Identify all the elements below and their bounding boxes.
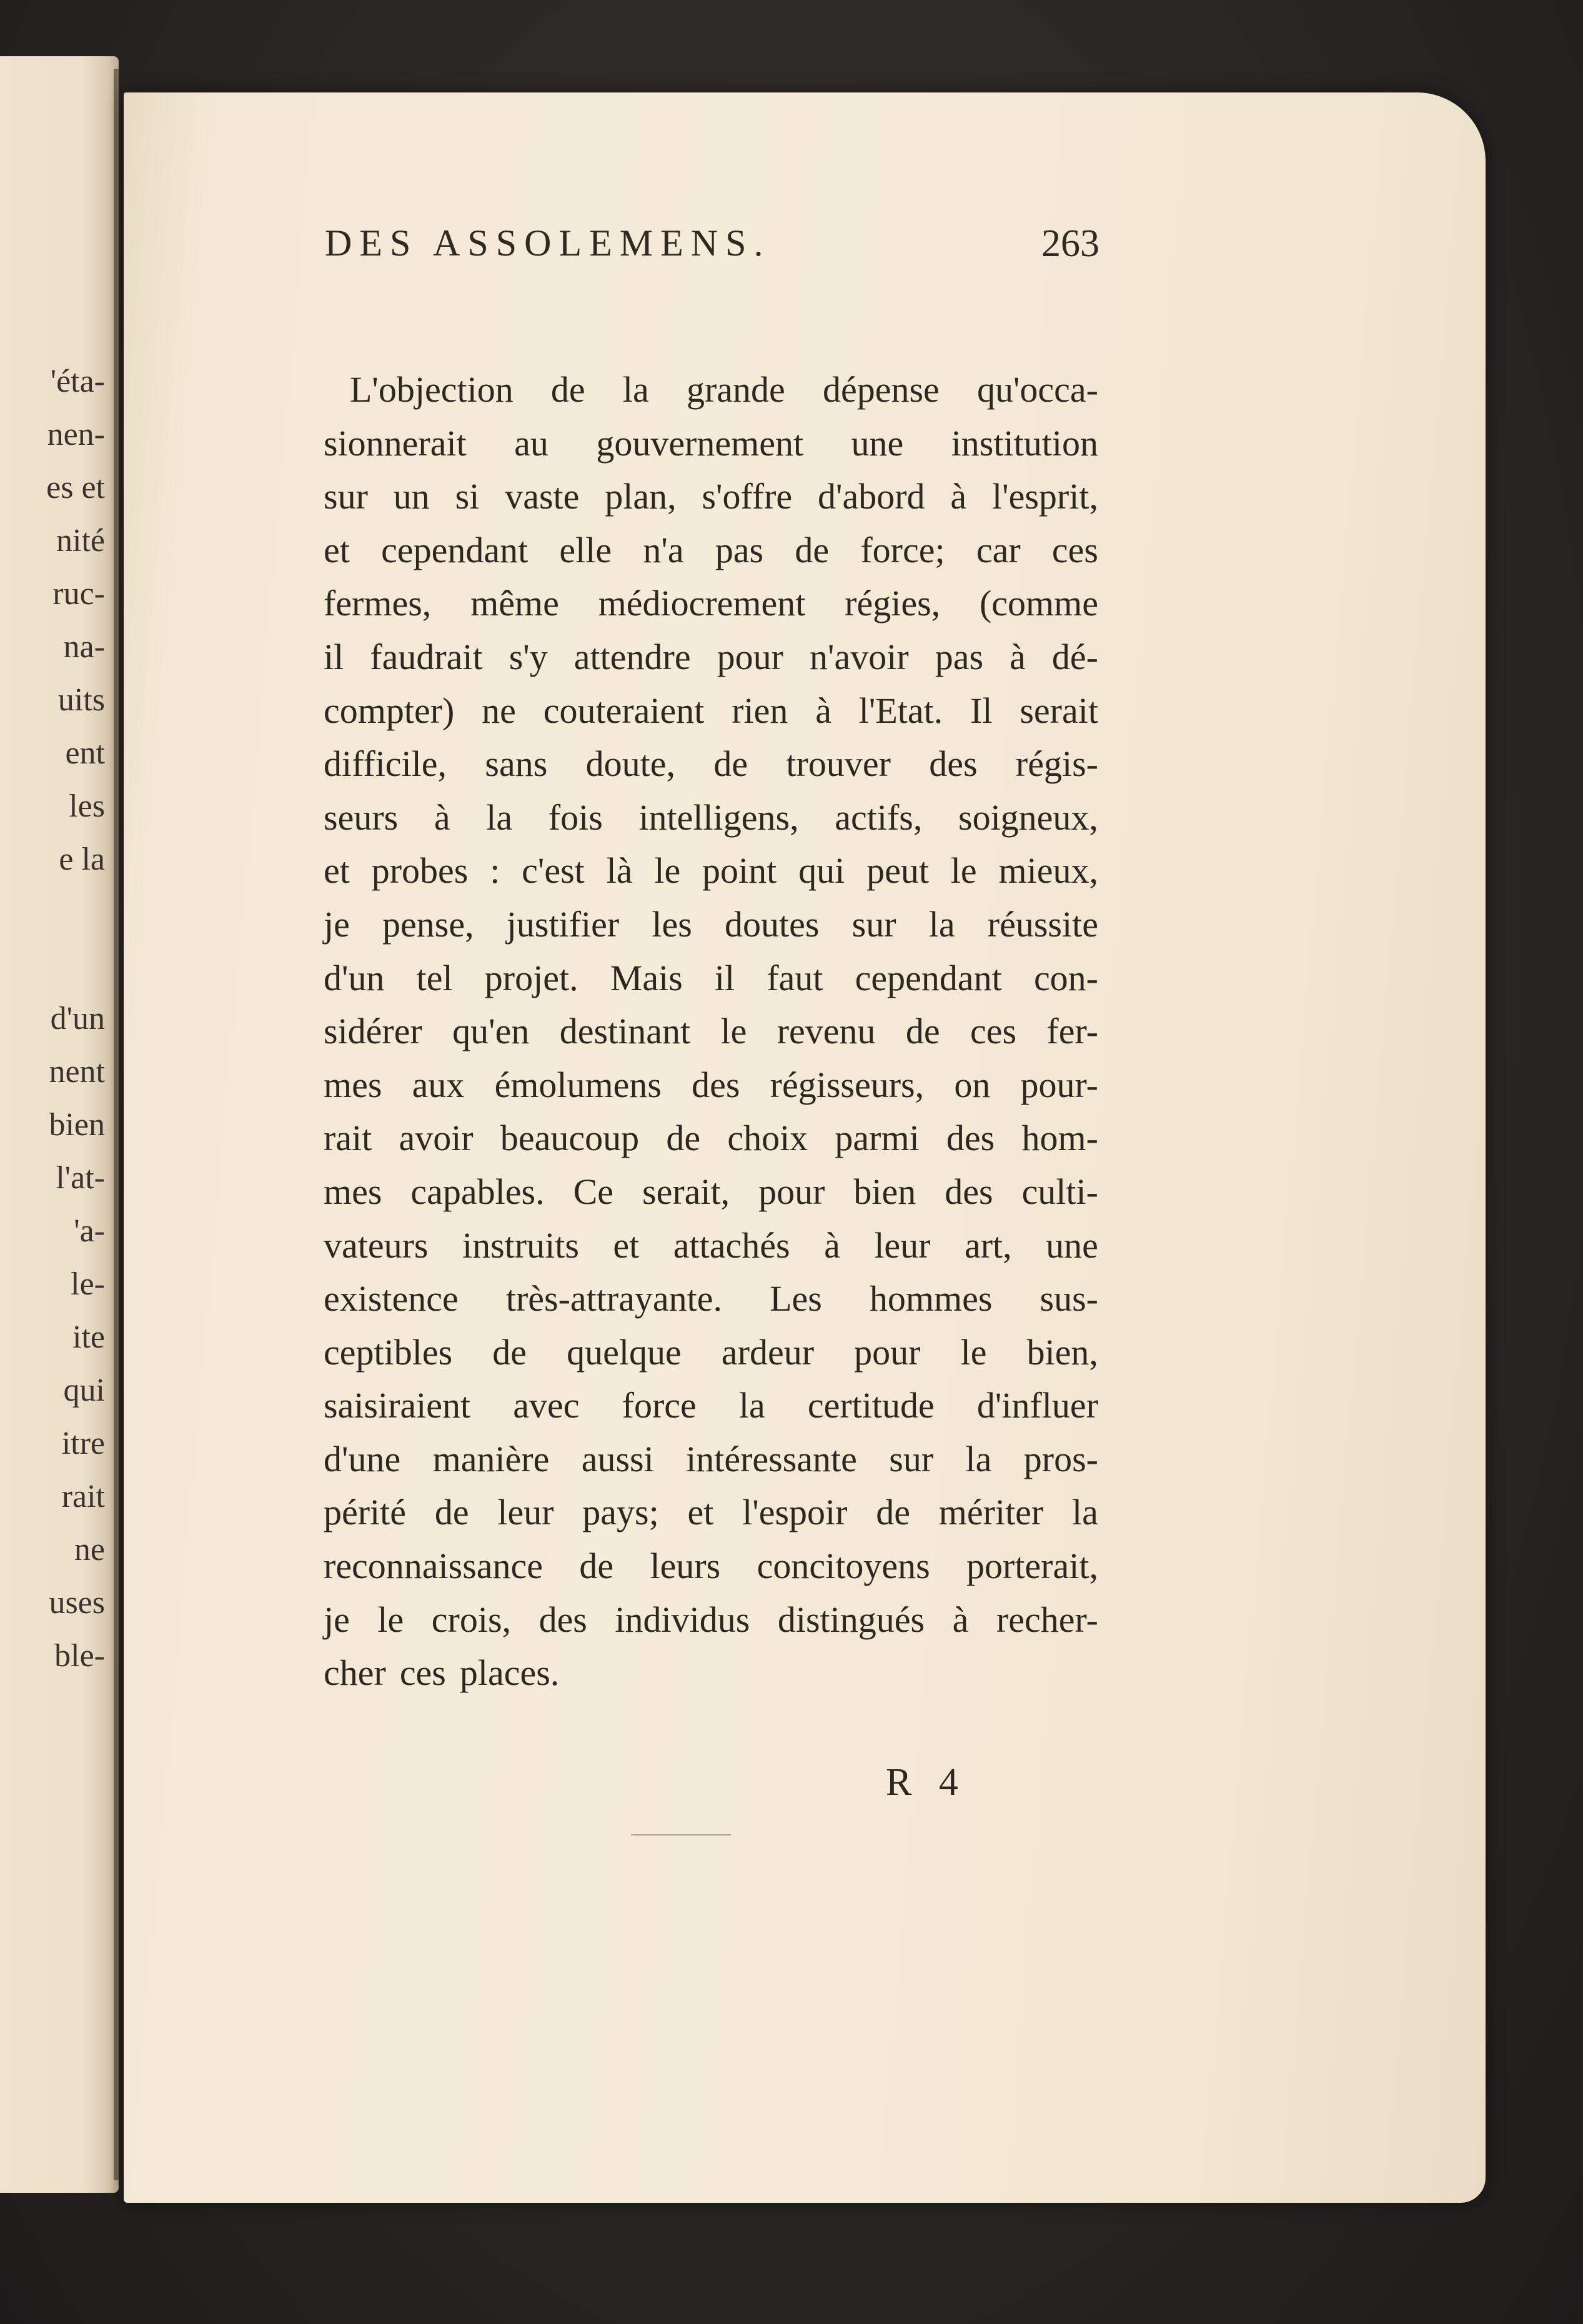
running-head: DES ASSOLEMENS. [325,222,771,264]
facing-page-text: e la [59,842,105,877]
facing-page-text: 'éta- [50,364,105,399]
facing-page-text: l'at- [56,1160,105,1196]
text-line: il faudrait s'y attendre pour n'avoir pas à dé- [324,636,1098,677]
text-line: seurs à la fois intelligens, actifs, soigneux, [324,797,1098,838]
facing-page-text: qui [63,1373,105,1408]
text-line: périté de leur pays; et l'espoir de mériter la [324,1492,1098,1533]
text-line: mes capables. Ce serait, pour bien des culti- [324,1171,1098,1212]
text-line: vateurs instruits et attachés à leur art, une [324,1224,1098,1266]
facing-page-text: le- [71,1266,105,1302]
text-line: difficile, sans doute, de trouver des régis- [324,743,1098,785]
text-line: sur un si vaste plan, s'offre d'abord à l'esprit, [324,476,1098,517]
text-line: sionnerait au gouvernement une institution [324,422,1098,464]
facing-page-text: uses [49,1585,105,1621]
facing-page-text: na- [63,629,105,665]
facing-page-text: d'un [50,1001,105,1036]
body-paragraph [324,369,1098,1706]
text-line: d'une manière aussi intéressante sur la pros- [324,1438,1098,1479]
text-line: et cependant elle n'a pas de force; car ces [324,529,1098,570]
facing-page-text: nent [49,1054,105,1090]
facing-page-text: les [69,788,105,824]
text-line: saisiraient avec force la certitude d'influer [324,1385,1098,1426]
text-line: rait avoir beaucoup de choix parmi des hom- [324,1118,1098,1159]
text-line: compter) ne couteraient rien à l'Etat. Il serait [324,690,1098,731]
facing-page-text: ne [74,1532,105,1567]
facing-page-text: nen- [47,417,105,452]
facing-page-text: ite [72,1319,105,1355]
facing-page-text: es et [46,470,105,505]
facing-page-text: itre [61,1426,105,1461]
text-line: ceptibles de quelque ardeur pour le bien, [324,1331,1098,1373]
text-line: fermes, même médiocrement régies, (comme [324,583,1098,624]
text-line: cher ces places. [324,1652,560,1694]
facing-page-text: uits [57,682,105,718]
page-header [325,222,1099,278]
facing-page-text: 'a- [74,1213,105,1249]
text-line: sidérer qu'en destinant le revenu de ces fer- [324,1011,1098,1052]
text-line: L'objection de la grande dépense qu'occa- [350,369,1098,410]
facing-page-text: ent [65,735,105,771]
facing-page-text: rait [61,1479,105,1514]
text-line: et probes : c'est là le point qui peut le mieux, [324,850,1098,891]
facing-page-text: ruc- [52,576,105,612]
text-line: existence très-attrayante. Les hommes sus- [324,1278,1098,1319]
facing-page-text: ble- [54,1638,105,1674]
text-line: je le crois, des individus distingués à recher- [324,1599,1098,1640]
facing-page-fragment [0,56,119,2193]
text-line: reconnaissance de leurs concitoyens porterait, [324,1546,1098,1587]
facing-page-text: nité [56,523,105,559]
signature-mark: R 4 [886,1761,967,1804]
text-line: d'un tel projet. Mais il faut cependant con- [324,957,1098,998]
text-line: je pense, justifier les doutes sur la réussite [324,903,1098,945]
text-line: mes aux émolumens des régisseurs, on pour- [324,1064,1098,1105]
facing-page-text: bien [49,1107,105,1143]
page-number: 263 [1041,222,1099,265]
ink-rule [631,1834,731,1835]
